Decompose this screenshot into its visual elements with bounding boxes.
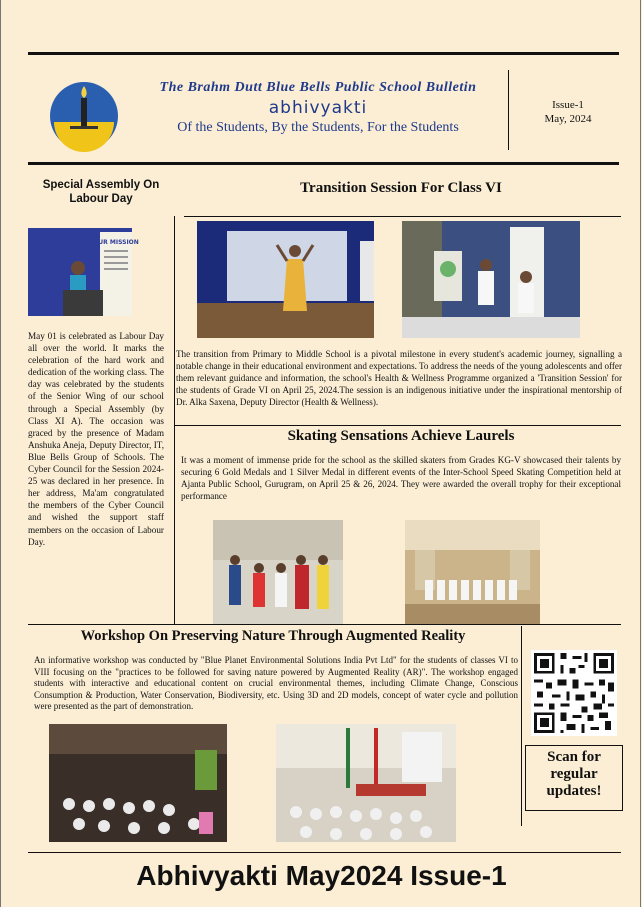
footer-rule bbox=[28, 852, 621, 853]
issue-date: May, 2024 bbox=[544, 113, 592, 125]
qr-divider bbox=[521, 626, 522, 826]
issue-number: Issue-1 bbox=[552, 99, 584, 111]
transition-title-rule bbox=[184, 216, 621, 217]
skating-title: Skating Sensations Achieve Laurels bbox=[287, 428, 515, 444]
issue-info bbox=[518, 98, 618, 126]
labour-day-body: May 01 is celebrated as Labour Day all over the world. It marks the celebration of the hard work and dedication of the working class. The day was celebrated by the students of the Senior Wing of our school through a Special Assembly (by Class XI A). The occasion was graced by the presence of Madam Anshuka Aneja, Deputy Director, IT, Blue Bells Group of Schools. The Cyber Council for the Session 2024-25 was declared in her presence. In her address, Ma'am congratulated the members of the Cyber Council and wished the support staff members on the occasion of Labour Day. bbox=[28, 331, 164, 547]
workshop-title: Workshop On Preserving Nature Through Augmented Reality bbox=[80, 628, 466, 644]
workshop-top-rule bbox=[28, 624, 621, 625]
transition-photo-1 bbox=[197, 221, 374, 338]
bulletin-name: abhivyakti bbox=[268, 98, 368, 118]
labour-day-photo bbox=[28, 228, 139, 316]
masthead-text bbox=[128, 80, 508, 136]
labour-day-section bbox=[28, 178, 174, 206]
left-column-divider bbox=[174, 216, 175, 624]
workshop-body: An informative workshop was conducted by "Blue Planet Environmental Solutions India Pvt Ltd" for the students of classes VI to VIII focusing on the "practices to be followed for saving nature powered by Augmented Reality (AR)". The workshop engaged students with interactive and educational content on crucial environmental themes, including Climate Change, Conscious Consumption & Production, Water Conservation, Biodiversity, etc. Using 3D and 2D models, concept of water cycle and pollution were presented as the part of demonstration. bbox=[34, 655, 518, 712]
top-rule bbox=[28, 52, 619, 55]
qr-code-icon[interactable] bbox=[531, 650, 617, 736]
bulletin-title: The Brahm Dutt Blue Bells Public School Bulletin bbox=[159, 80, 477, 95]
masthead bbox=[28, 60, 619, 160]
masthead-bottom-rule bbox=[28, 162, 619, 165]
transition-body: The transition from Primary to Middle School is a pivotal milestone in every student's academic journey, signalling a notable change in their educational environment and expectations. To address the needs of the young adolescents and offer them relevant guidance and information, the school's Health & Wellness Programme organized a 'Transition Session' for the students of Grade VI on April 25, 2024.The session is an indigenous initiative under the inspirational mentorship of Dr. Alka Saxena, Deputy Director (Health & Wellness). bbox=[176, 349, 622, 408]
skating-body: It was a moment of immense pride for the school as the skilled skaters from Grades KG-V showcased their talents by securing 6 Gold Medals and 1 Silver Medal in different events of the Inter-School Speed Skating Competition held at Ajanta Public School, Gurugram, on April 25 & 26, 2024. They were awarded the overall trophy for their exceptional performance bbox=[181, 455, 621, 502]
skating-photo-2 bbox=[405, 520, 540, 624]
skating-photo-1 bbox=[213, 520, 343, 624]
bulletin-tagline: Of the Students, By the Students, For the Students bbox=[177, 120, 459, 135]
mission-sign-text: OUR MISSION bbox=[93, 239, 139, 246]
transition-title: Transition Session For Class VI bbox=[300, 180, 502, 196]
transition-bottom-rule bbox=[174, 425, 621, 426]
school-logo bbox=[48, 80, 120, 152]
workshop-photo-1 bbox=[49, 724, 227, 842]
footer-title: Abhivyakti May2024 Issue-1 bbox=[136, 860, 507, 891]
masthead-divider bbox=[508, 70, 509, 150]
labour-day-title: Special Assembly On Labour Day bbox=[42, 179, 160, 205]
qr-caption: Scan for regular updates! bbox=[525, 745, 623, 811]
transition-photo-2 bbox=[402, 221, 580, 338]
workshop-photo-2 bbox=[276, 724, 456, 842]
